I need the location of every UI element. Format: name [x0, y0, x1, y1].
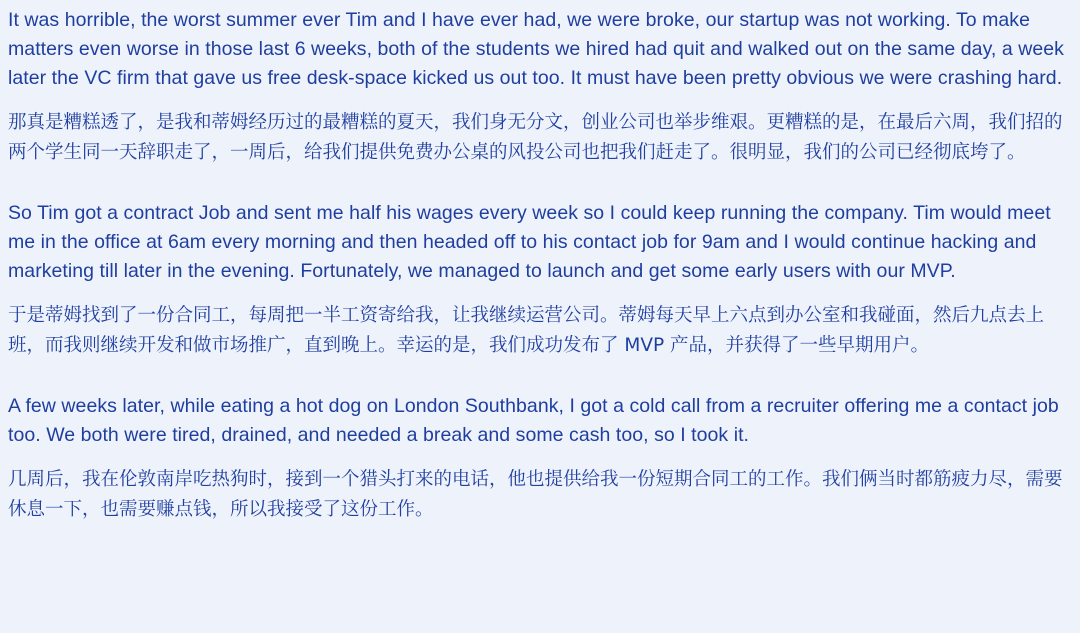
- paragraph-english: A few weeks later, while eating a hot dog on London Southbank, I got a cold call from a recruiter offering me a contact job too. We both were tired, drained, and needed a break and some cash too, so I took it.: [8, 395, 1059, 446]
- spacer: [8, 454, 1068, 465]
- paragraph-block-1: [8, 6, 1068, 93]
- paragraph-chinese: 那真是糟糕透了，是我和蒂姆经历过的最糟糕的夏天，我们身无分文，创业公司也举步维艰。更糟糕的是，在最后六周，我们招的两个学生同一天辞职走了，一周后，给我们提供免费办公桌的风投公司也把我们赶走了。很明显，我们的公司已经彻底垮了。: [8, 112, 1063, 163]
- spacer: [8, 290, 1068, 301]
- paragraph-chinese: 几周后，我在伦敦南岸吃热狗时，接到一个猎头打来的电话，他也提供给我一份短期合同工的工作。我们俩当时都筋疲力尽，需要休息一下，也需要赚点钱，所以我接受了这份工作。: [8, 469, 1063, 520]
- paragraph-block-6: [8, 465, 1068, 525]
- spacer: [8, 172, 1068, 199]
- paragraph-block-2: [8, 108, 1068, 168]
- spacer: [8, 97, 1068, 108]
- paragraph-english: It was horrible, the worst summer ever Tim and I have ever had, we were broke, our startup was not working. To make matters even worse in those last 6 weeks, both of the students we hired had quit and walked out on the same day, a week later the VC firm that gave us free desk-space kicked us out too. It must have been pretty obvious we were crashing hard.: [8, 9, 1064, 89]
- paragraph-block-4: [8, 301, 1068, 361]
- paragraph-block-5: [8, 392, 1068, 450]
- paragraph-block-3: [8, 199, 1068, 286]
- paragraph-chinese: 于是蒂姆找到了一份合同工，每周把一半工资寄给我，让我继续运营公司。蒂姆每天早上六点到办公室和我碰面，然后九点去上班，而我则继续开发和做市场推广，直到晚上。幸运的是，我们成功发布了 MVP 产品，并获得了一些早期用户。: [8, 305, 1045, 356]
- paragraph-english: So Tim got a contract Job and sent me half his wages every week so I could keep running the company. Tim would meet me in the office at 6am every morning and then headed off to his contact job for 9am and I would continue hacking and marketing till later in the evening. Fortunately, we managed to launch and get some early users with our MVP.: [8, 202, 1051, 282]
- spacer: [8, 365, 1068, 392]
